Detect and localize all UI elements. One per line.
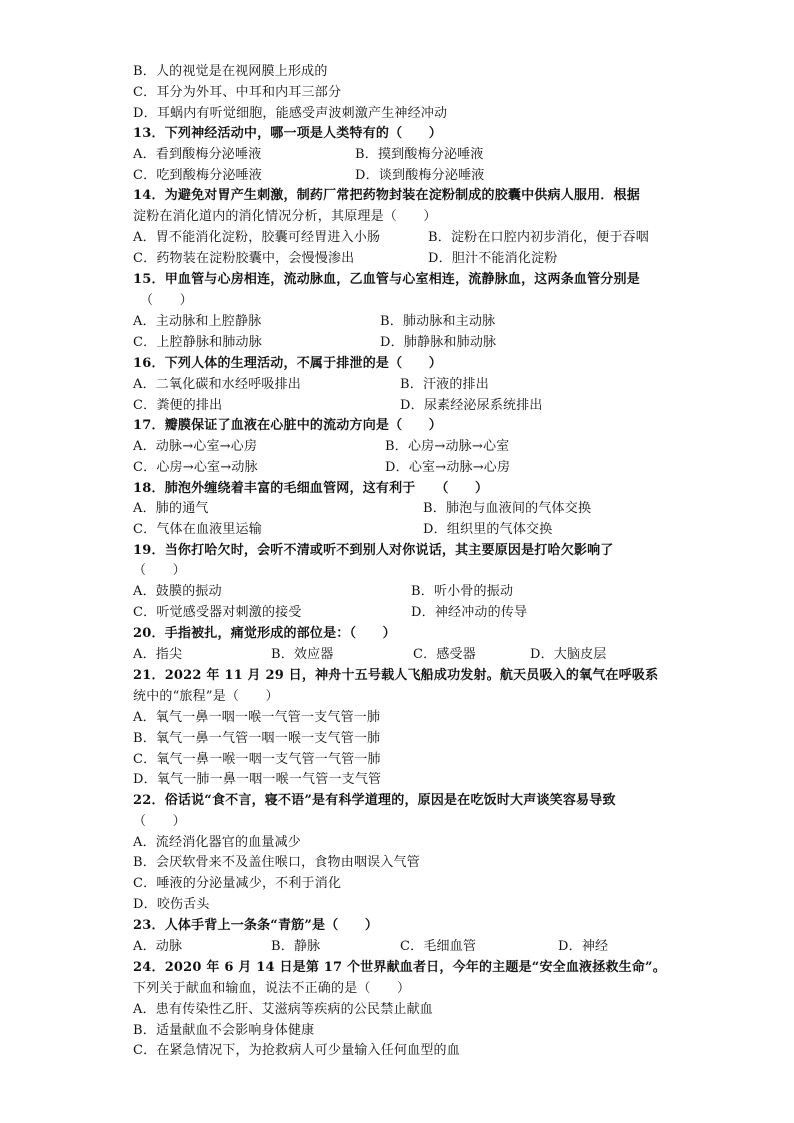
text-line	[0, 812, 794, 834]
text-line	[0, 582, 794, 604]
text-line	[0, 145, 794, 167]
text-segment: D．心室→动脉→心房	[385, 460, 511, 475]
text-line	[0, 833, 794, 855]
text-segment: B．效应器	[271, 647, 334, 662]
text-segment: C．耳分为外耳、中耳和内耳三部分	[133, 85, 342, 100]
text-line	[0, 207, 794, 229]
question-stem: 17．瓣膜保证了血液在心脏中的流动方向是（ ）	[133, 418, 442, 433]
text-segment: B．汗液的排出	[400, 377, 489, 392]
text-segment: A．动脉→心室→心房	[133, 439, 258, 454]
text-line	[0, 520, 794, 542]
text-line	[0, 186, 794, 208]
text-segment: A．指尖	[133, 647, 183, 662]
text-segment: A．肺的通气	[133, 501, 209, 516]
text-segment: C．心房→心室→动脉	[133, 460, 258, 475]
text-segment: B．肺动脉和主动脉	[380, 314, 496, 329]
text-segment: B．氧气一鼻一气管一咽一喉一支气管一肺	[133, 731, 381, 746]
text-line	[0, 645, 794, 667]
text-line	[0, 124, 794, 146]
text-line	[0, 291, 794, 313]
text-line	[0, 1021, 794, 1043]
text-line	[0, 791, 794, 813]
text-line	[0, 499, 794, 521]
text-segment: A．鼓膜的振动	[133, 584, 222, 599]
text-line	[0, 1041, 794, 1063]
question-stem: 19．当你打哈欠时，会听不清或听不到别人对你说话，其主要原因是打哈欠影响了	[133, 543, 614, 558]
text-segment: C．在紧急情况下，为抢救病人可少量输入任何血型的血	[133, 1043, 460, 1058]
text-line	[0, 416, 794, 438]
text-line	[0, 354, 794, 376]
text-segment: C．气体在血液里运输	[133, 522, 262, 537]
question-stem: 15．甲血管与心房相连，流动脉血，乙血管与心室相连，流静脉血，这两条血管分别是	[133, 272, 640, 287]
text-line	[0, 479, 794, 501]
text-segment: B．人的视觉是在视网膜上形成的	[133, 64, 328, 79]
text-segment: A．胃不能消化淀粉，胶囊可经胃进入小肠	[133, 230, 381, 245]
text-segment: C．上腔静脉和肺动脉	[133, 335, 262, 350]
text-line	[0, 541, 794, 563]
question-stem: 21．2022 年 11 月 29 日，神舟十五号载人飞船成功发射。航天员吸入的氧气在呼吸系	[133, 668, 659, 683]
text-segment: B．淀粉在口腔内初步消化，便于吞咽	[428, 230, 649, 245]
text-segment: D．神经冲动的传导	[411, 605, 528, 620]
text-line	[0, 228, 794, 250]
text-line	[0, 853, 794, 875]
text-line	[0, 62, 794, 84]
text-segment: C．唾液的分泌量减少，不利于消化	[133, 876, 342, 891]
text-line	[0, 458, 794, 480]
question-stem: 14．为避免对胃产生刺激，制药厂常把药物封装在淀粉制成的胶囊中供病人服用．根据	[133, 188, 640, 203]
text-segment: C．感受器	[413, 647, 476, 662]
text-segment: D．神经	[558, 939, 609, 954]
text-segment: D．耳蜗内有听觉细胞，能感受声波刺激产生神经冲动	[133, 106, 448, 121]
text-line	[0, 729, 794, 751]
text-line	[0, 708, 794, 730]
text-segment: C．吃到酸梅分泌唾液	[133, 168, 262, 183]
text-line	[0, 624, 794, 646]
text-segment: D．咬伤舌头	[133, 897, 210, 912]
text-line	[0, 333, 794, 355]
text-line	[0, 1000, 794, 1022]
text-line	[0, 937, 794, 959]
text-segment: B．肺泡与血液间的气体交换	[423, 501, 592, 516]
text-line	[0, 83, 794, 105]
text-segment: A．患有传染性乙肝、艾滋病等疾病的公民禁止献血	[133, 1002, 433, 1017]
text-line	[0, 249, 794, 271]
text-line	[0, 916, 794, 938]
text-line	[0, 312, 794, 334]
text-segment: C．粪便的排出	[133, 398, 223, 413]
question-stem: 24．2020 年 6 月 14 日是第 17 个世界献血者日，今年的主题是“安全血液拯救生命”。	[133, 960, 666, 975]
text-line	[0, 603, 794, 625]
text-line	[0, 666, 794, 688]
text-line	[0, 750, 794, 772]
text-segment: B．会厌软骨来不及盖住喉口，食物由咽误入气管	[133, 855, 420, 870]
text-segment: A．氧气一鼻一咽一喉一气管一支气管一肺	[133, 710, 381, 725]
text-segment: C．毛细血管	[400, 939, 477, 954]
text-segment: C．听觉感受器对刺激的接受	[133, 605, 302, 620]
text-segment: A．二氧化碳和水经呼吸排出	[133, 377, 301, 392]
question-stem: 23．人体手背上一条条“青筋”是（ ）	[133, 918, 379, 933]
text-line	[0, 958, 794, 980]
question-stem: 16．下列人体的生理活动，不属于排泄的是（ ）	[133, 356, 442, 371]
text-segment: D．组织里的气体交换	[423, 522, 553, 537]
text-segment: D．大脑皮层	[530, 647, 607, 662]
question-stem: 18．肺泡外缠绕着丰富的毛细血管网，这有利于 （ ）	[133, 481, 489, 496]
text-segment: A．看到酸梅分泌唾液	[133, 147, 262, 162]
text-segment: C．氧气一鼻一喉一咽一支气管一气管一肺	[133, 752, 381, 767]
text-line	[0, 437, 794, 459]
text-segment: A．主动脉和上腔静脉	[133, 314, 262, 329]
text-segment: 淀粉在消化道内的消化情况分析，其原理是（ ）	[133, 209, 437, 224]
text-line	[0, 104, 794, 126]
text-line	[0, 270, 794, 292]
text-segment: D．胆汁不能消化淀粉	[428, 251, 558, 266]
text-line	[0, 561, 794, 583]
text-segment: 下列关于献血和输血，说法不正确的是（ ）	[133, 981, 411, 996]
text-segment: A．动脉	[133, 939, 183, 954]
text-segment: （ ）	[140, 293, 193, 308]
text-segment: B．摸到酸梅分泌唾液	[355, 147, 484, 162]
text-segment: D．氧气一肺一鼻一咽一喉一气管一支气管	[133, 772, 382, 787]
text-segment: B．静脉	[271, 939, 321, 954]
text-line	[0, 770, 794, 792]
text-segment: B．心房→动脉→心室	[385, 439, 510, 454]
text-line	[0, 874, 794, 896]
text-segment: D．尿素经泌尿系统排出	[400, 398, 543, 413]
text-segment: D．肺静脉和肺动脉	[380, 335, 497, 350]
text-segment: B．适量献血不会影响身体健康	[133, 1023, 315, 1038]
text-segment: A．流经消化器官的血量减少	[133, 835, 301, 850]
text-line	[0, 979, 794, 1001]
text-line	[0, 375, 794, 397]
question-stem: 20．手指被扎，痛觉形成的部位是：（ ）	[133, 626, 396, 641]
text-segment: （ ）	[133, 563, 186, 578]
text-segment: D．谈到酸梅分泌唾液	[355, 168, 485, 183]
text-segment: C．药物装在淀粉胶囊中，会慢慢渗出	[133, 251, 355, 266]
text-segment: 统中的“旅程”是（ ）	[133, 689, 279, 704]
text-line	[0, 687, 794, 709]
text-segment: B．听小骨的振动	[411, 584, 514, 599]
question-stem: 13．下列神经活动中，哪一项是人类特有的（ ）	[133, 126, 442, 141]
text-line	[0, 166, 794, 188]
text-segment: （ ）	[133, 814, 186, 829]
text-line	[0, 396, 794, 418]
text-line	[0, 895, 794, 917]
question-stem: 22．俗话说“食不言，寝不语”是有科学道理的，原因是在吃饭时大声谈笑容易导致	[133, 793, 616, 808]
